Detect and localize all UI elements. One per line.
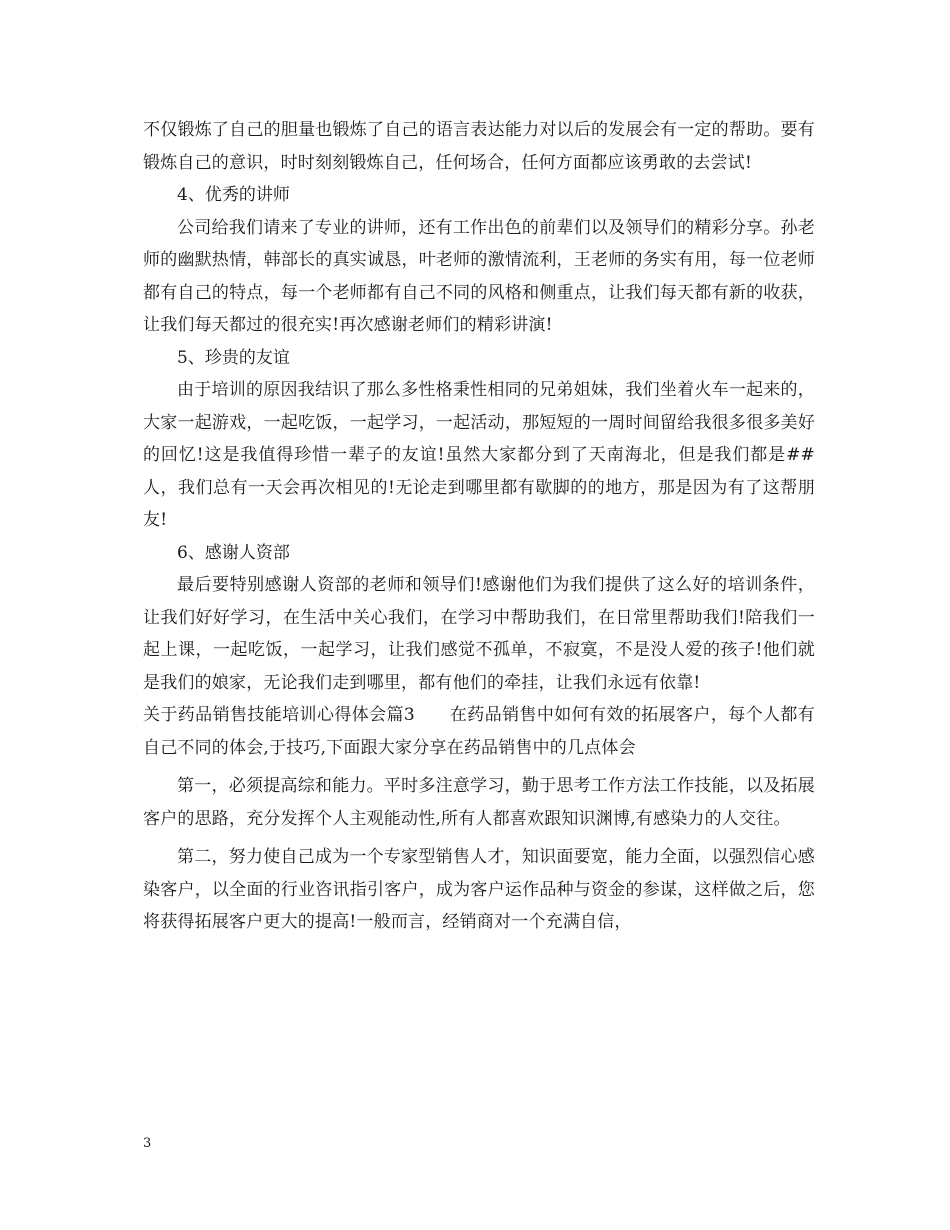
- page-number: 3: [143, 1136, 152, 1151]
- paragraph-3: 由于培训的原因我结识了那么多性格秉性相同的兄弟姐妹，我们坐着火车一起来的，大家一起游戏，一起吃饭，一起学习，一起活动，那短短的一周时间留给我很多很多美好的回忆!这是我值得珍惜一辈子的友谊!虽然大家都分到了天南海北，但是我们都是##人，我们总有一天会再次相见的!无论走到哪里都有歇脚的的地方，那是因为有了这帮朋友!: [143, 380, 815, 530]
- paragraph-2: 公司给我们请来了专业的讲师，还有工作出色的前辈们以及领导们的精彩分享。孙老师的幽默热情，韩部长的真实诚恳，叶老师的激情流利，王老师的务实有用，每一位老师都有自己的特点，每一个老师都有自己不同的风格和侧重点，让我们每天都有新的收获，让我们每天都过的很充实!再次感谢老师们的精彩讲演!: [143, 217, 815, 335]
- section-heading-6: 6、感谢人资部: [177, 542, 290, 563]
- section-heading-4: 4、优秀的讲师: [177, 185, 290, 205]
- paragraph-5: 第一，必须提高综和能力。平时多注意学习，勤于思考工作方法工作技能，以及拓展客户的思路，充分发挥个人主观能动性,所有人都喜欢跟知识渊博,有感染力的人交往。: [143, 776, 815, 829]
- paragraph-1: 不仅锻炼了自己的胆量也锻炼了自己的语言表达能力对以后的发展会有一定的帮助。要有锻炼自己的意识，时时刻刻锻炼自己，任何场合，任何方面都应该勇敢的去尝试!: [143, 120, 815, 173]
- paragraph-4: 最后要特别感谢人资部的老师和领导们!感谢他们为我们提供了这么好的培训条件，让我们好好学习，在生活中关心我们，在学习中帮助我们，在日常里帮助我们!陪我们一起上课，一起吃饭，一起学习，让我们感觉不孤单，不寂寞，不是没人爱的孩子!他们就是我们的娘家，无论我们走到哪里，都有他们的牵挂，让我们永远有依靠!: [143, 575, 815, 693]
- paragraph-6: 第二，努力使自己成为一个专家型销售人才，知识面要宽，能力全面，以强烈信心感染客户，以全面的行业咨讯指引客户，成为客户运作品种与资金的参谋，这样做之后，您将获得拓展客户更大的提高!一般而言，经销商对一个充满自信，: [143, 847, 815, 932]
- document-body: [143, 114, 815, 939]
- section-heading-5: 5、珍贵的友谊: [177, 347, 290, 368]
- article-title-paragraph: 关于药品销售技能培训心得体会篇3 在药品销售中如何有效的拓展客户，每个人都有自己不同的体会,于技巧,下面跟大家分享在药品销售中的几点体会: [143, 705, 815, 758]
